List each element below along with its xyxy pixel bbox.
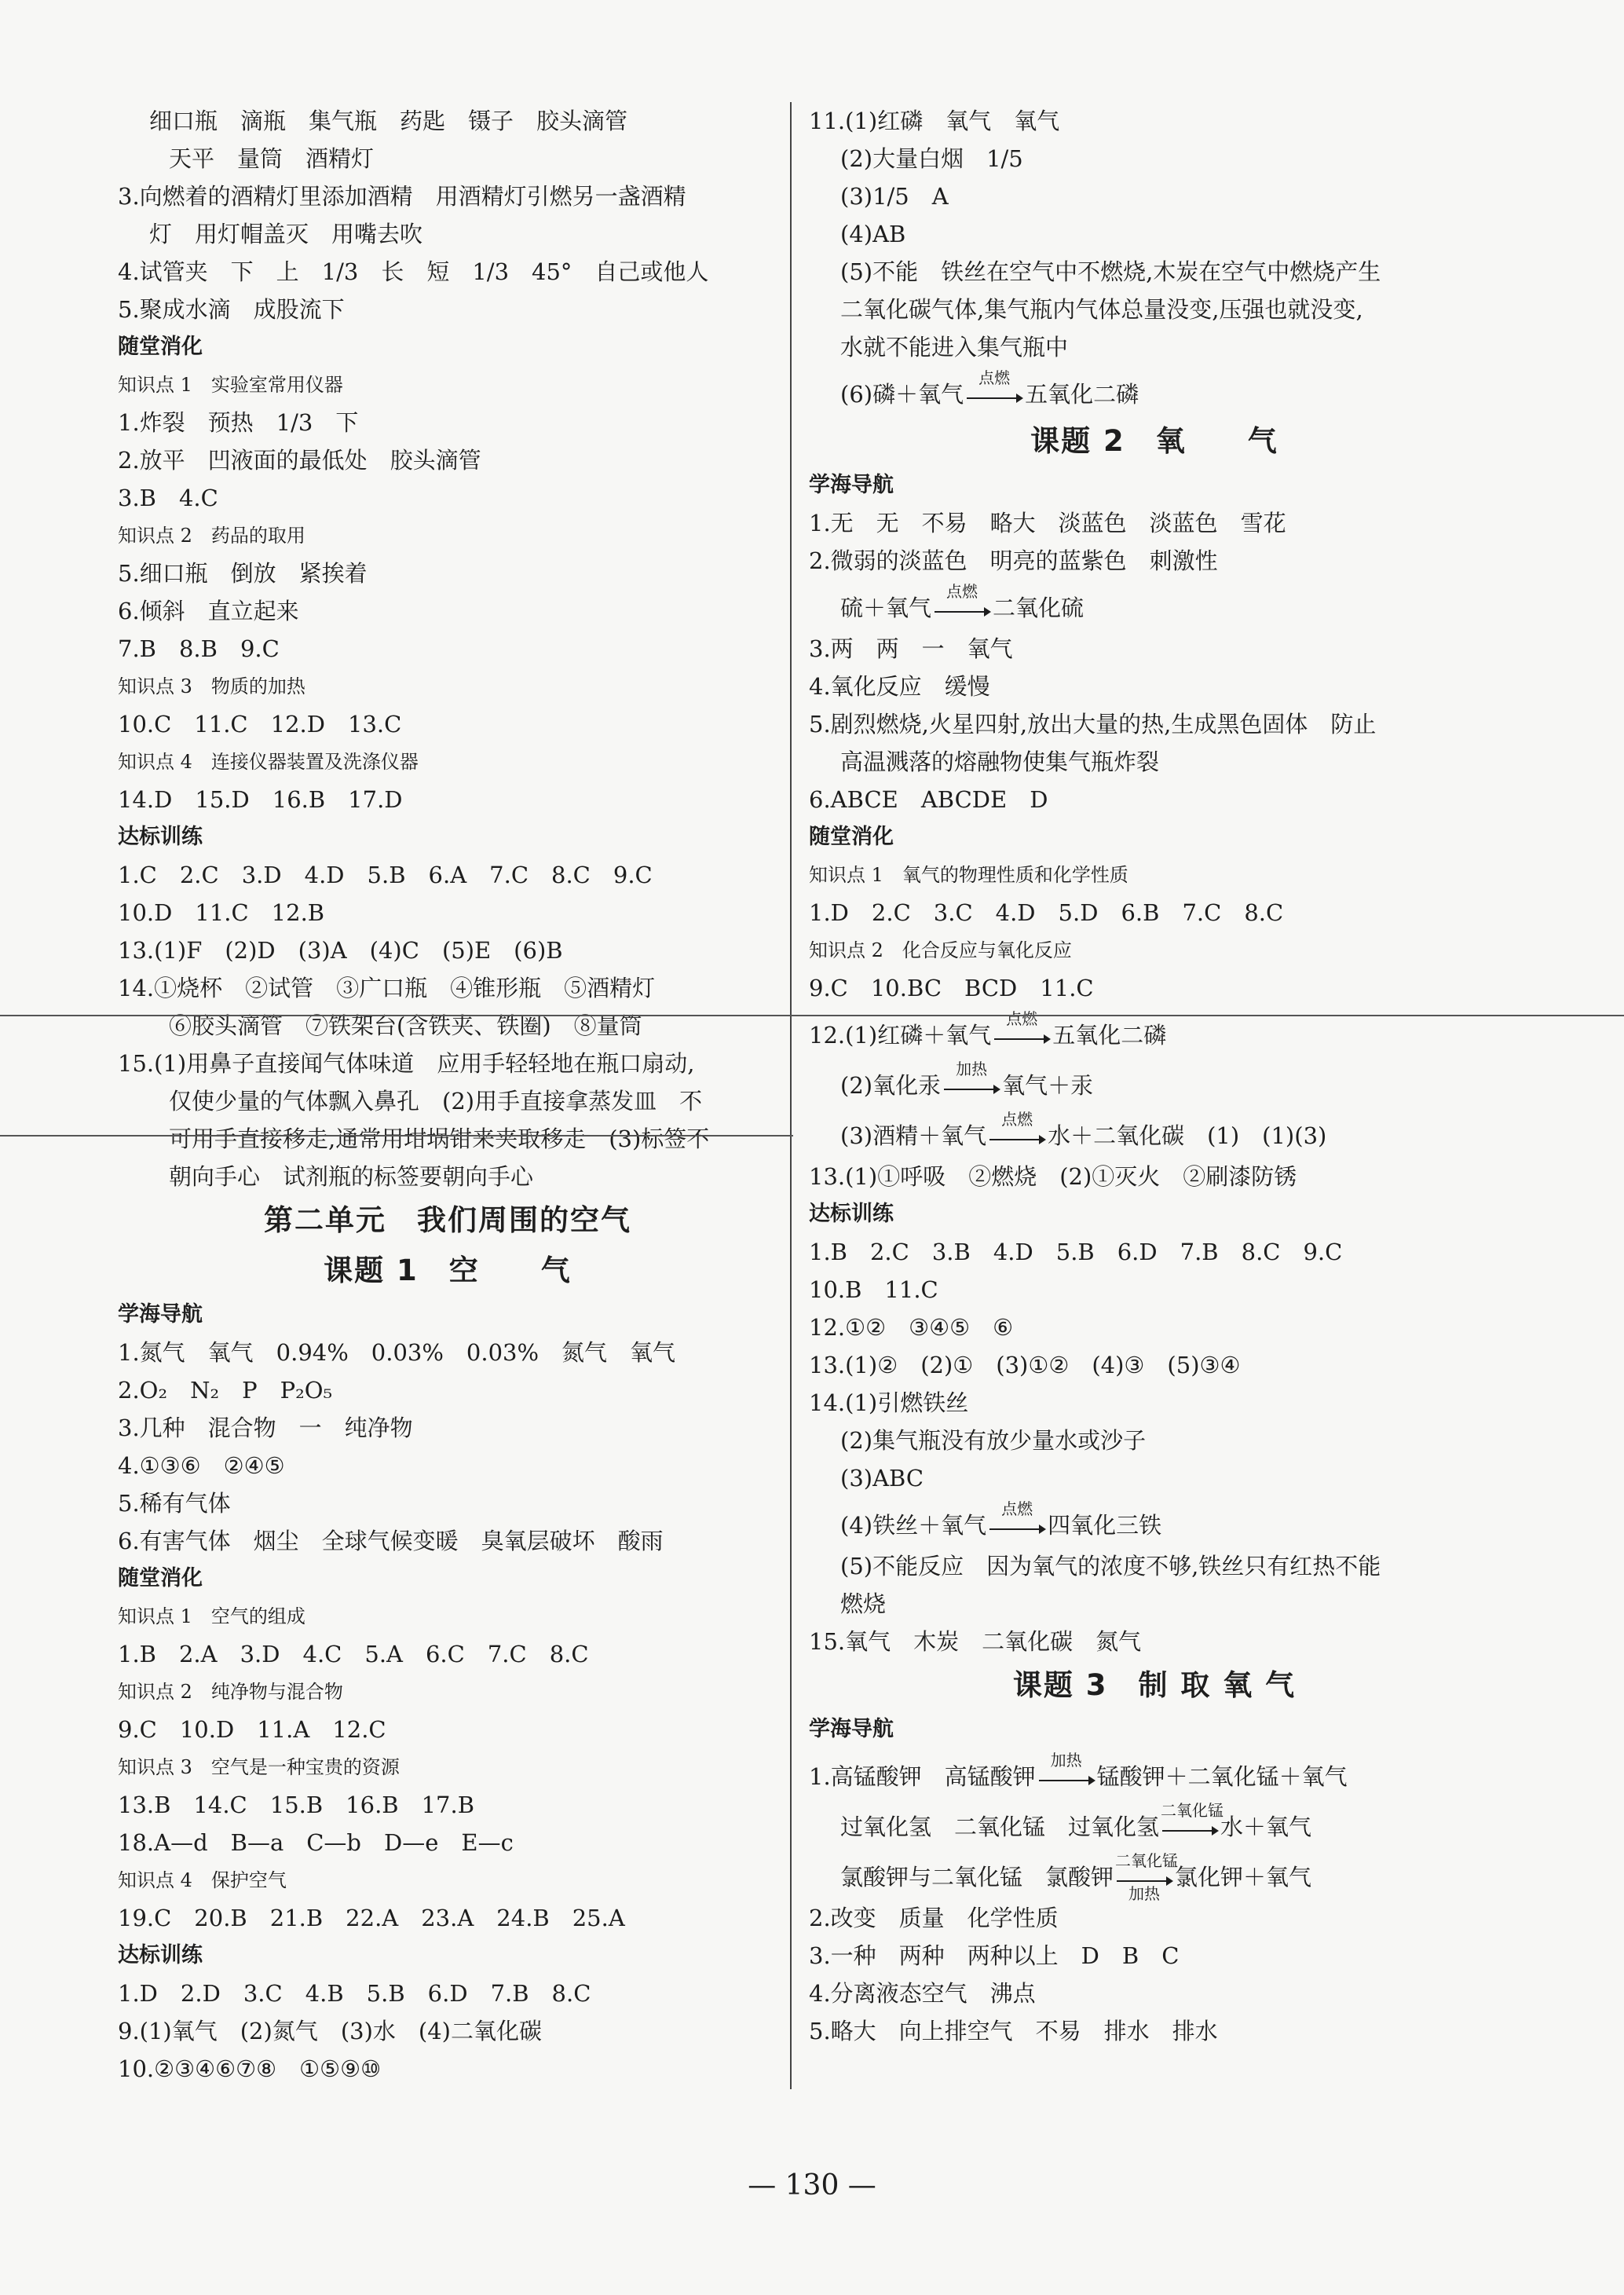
knowledge-point-label: 知识点 1 氧气的物理性质和化学性质: [809, 864, 1128, 886]
answer-line: 1.D 2.C 3.C 4.D 5.D 6.B 7.C 8.C: [809, 899, 1284, 926]
answer-line: ⑥胶头滴管 ⑦铁架台(含铁夹、铁圈) ⑧量筒: [169, 1012, 642, 1039]
answer-line: 14.D 15.D 16.B 17.D: [118, 786, 403, 813]
equation-products: 五氧化二磷: [1052, 1022, 1167, 1049]
knowledge-point-label: 知识点 2 药品的取用: [118, 525, 305, 547]
fold-line: [0, 1135, 793, 1137]
equation-reactants: (3)酒精＋氧气: [840, 1122, 987, 1149]
answer-line: 1.C 2.C 3.D 4.D 5.B 6.A 7.C 8.C 9.C: [118, 862, 653, 888]
answer-line: 3.两 两 一 氧气: [809, 635, 1013, 662]
equation-line: [809, 1497, 1500, 1547]
answer-line: 9.(1)氧气 (2)氮气 (3)水 (4)二氧化碳: [118, 2018, 542, 2044]
knowledge-point-label: 知识点 4 保护空气: [118, 1869, 287, 1891]
answer-line: (3)1/5 A: [840, 183, 949, 210]
reaction-condition: 加热: [1050, 1751, 1082, 1770]
answer-line: 2.改变 质量 化学性质: [809, 1905, 1059, 1931]
equation-products: 水＋氧气: [1220, 1814, 1312, 1840]
answer-line: 11.(1)红磷 氧气 氧气: [809, 108, 1060, 134]
knowledge-point-label: 知识点 3 物质的加热: [118, 675, 305, 697]
section-heading: 达标训练: [118, 825, 203, 849]
answer-line: 仅使少量的气体飘入鼻孔 (2)用手直接拿蒸发皿 不: [169, 1088, 703, 1115]
answer-line: 10.②③④⑥⑦⑧ ①⑤⑨⑩: [118, 2055, 382, 2082]
answer-line: 1.D 2.D 3.C 4.B 5.B 6.D 7.B 8.C: [118, 1980, 591, 2007]
answer-line: 1.无 无 不易 略大 淡蓝色 淡蓝色 雪花: [809, 510, 1286, 536]
equation-products: 氯化钾＋氧气: [1175, 1864, 1312, 1891]
equation-products: 锰酸钾＋二氧化锰＋氧气: [1096, 1763, 1348, 1790]
knowledge-point-label: 知识点 3 空气是一种宝贵的资源: [118, 1756, 400, 1778]
reaction-arrow: [1115, 1851, 1179, 1903]
answer-line: 5.略大 向上排空气 不易 排水 排水: [809, 2018, 1218, 2044]
answer-line: (5)不能反应 因为氧气的浓度不够,铁丝只有红热不能: [840, 1553, 1381, 1579]
equation-products: 二氧化硫: [993, 595, 1084, 621]
reaction-arrow: [933, 582, 991, 619]
equation-line: [809, 366, 1500, 416]
equation-line: [809, 1799, 1500, 1849]
answer-line: 13.(1)F (2)D (3)A (4)C (5)E (6)B: [118, 937, 563, 964]
section-title: 课题 2 氧 气: [1030, 424, 1278, 458]
answer-line: 2.放平 凹液面的最低处 胶头滴管: [118, 447, 481, 474]
reaction-condition: 点燃: [946, 582, 978, 601]
answer-line: 3.向燃着的酒精灯里添加酒精 用酒精灯引燃另一盏酒精: [118, 183, 686, 210]
equation-products: 五氧化二磷: [1025, 381, 1139, 408]
answer-line: 3.一种 两种 两种以上 D B C: [809, 1942, 1180, 1969]
answer-line: 6.倾斜 直立起来: [118, 598, 299, 624]
knowledge-point-label: 知识点 4 连接仪器装置及洗涤仪器: [118, 751, 419, 773]
equation-products: 四氧化三铁: [1048, 1512, 1162, 1539]
answer-line: 15.氧气 木炭 二氧化碳 氮气: [809, 1628, 1142, 1655]
reaction-condition-below: 加热: [1128, 1884, 1161, 1903]
section-heading: 随堂消化: [118, 1566, 203, 1590]
answer-line: 14.①烧杯 ②试管 ③广口瓶 ④锥形瓶 ⑤酒精灯: [118, 975, 656, 1001]
answer-line: 1.炸裂 预热 1/3 下: [118, 409, 359, 436]
equation-line: [809, 1849, 1500, 1903]
answer-line: 3.B 4.C: [118, 485, 218, 511]
section-title: 课题 3 制 取 氧 气: [1012, 1668, 1297, 1702]
reaction-condition: 加热: [956, 1060, 988, 1078]
answer-line: 13.(1)①呼吸 ②燃烧 (2)①灭火 ②刷漆防锈: [809, 1163, 1297, 1190]
answer-line: 5.稀有气体: [118, 1490, 231, 1517]
reaction-condition: 二氧化锰: [1161, 1801, 1224, 1820]
reaction-arrow: [993, 1009, 1051, 1046]
answer-line: 10.B 11.C: [809, 1276, 938, 1303]
reaction-condition: 点燃: [1001, 1110, 1033, 1129]
answer-line: 13.B 14.C 15.B 16.B 17.B: [118, 1792, 475, 1818]
reaction-arrow: [1037, 1751, 1095, 1788]
answer-line: (5)不能 铁丝在空气中不燃烧,木炭在空气中燃烧产生: [840, 258, 1381, 285]
equation-line: [809, 1057, 1500, 1107]
equation-line: [809, 580, 1500, 630]
answer-line: 9.C 10.D 11.A 12.C: [118, 1716, 386, 1743]
equation-line: [809, 1748, 1500, 1799]
right-column: [809, 102, 1500, 2050]
section-heading: 学海导航: [809, 1717, 894, 1741]
equation-reactants: (2)氧化汞: [840, 1072, 942, 1099]
section-title: 第二单元 我们周围的空气: [264, 1203, 631, 1237]
answer-line: 灯 用灯帽盖灭 用嘴去吹: [149, 221, 423, 247]
answer-line: 1.B 2.A 3.D 4.C 5.A 6.C 7.C 8.C: [118, 1641, 589, 1667]
reaction-condition: 点燃: [1001, 1499, 1033, 1518]
answer-line: 3.几种 混合物 一 纯净物: [118, 1415, 413, 1441]
answer-line: (2)集气瓶没有放少量水或沙子: [840, 1427, 1147, 1454]
page-number: — 130 —: [748, 2169, 876, 2202]
answer-line: 朝向手心 试剂瓶的标签要朝向手心: [169, 1163, 534, 1190]
section-heading: 随堂消化: [118, 335, 203, 359]
knowledge-point-label: 知识点 2 化合反应与氧化反应: [809, 939, 1072, 961]
answer-line: (2)大量白烟 1/5: [840, 145, 1023, 172]
answer-line: 15.(1)用鼻子直接闻气体味道 应用手轻轻地在瓶口扇动,: [118, 1050, 695, 1077]
equation-reactants: 硫＋氧气: [840, 595, 932, 621]
answer-line: 5.剧烈燃烧,火星四射,放出大量的热,生成黑色固体 防止: [809, 711, 1377, 738]
answer-line: 18.A—d B—a C—b D—e E—c: [118, 1829, 514, 1856]
equation-reactants: 1.高锰酸钾 高锰酸钾: [809, 1763, 1036, 1790]
reaction-arrow: [988, 1110, 1046, 1147]
answer-line: 水就不能进入集气瓶中: [840, 334, 1069, 361]
answer-line: (3)ABC: [840, 1465, 924, 1492]
answer-line: 4.氧化反应 缓慢: [809, 673, 990, 700]
reaction-arrow: [1161, 1801, 1224, 1838]
equation-reactants: 12.(1)红磷＋氧气: [809, 1022, 992, 1049]
reaction-arrow: [942, 1060, 1000, 1096]
answer-line: 14.(1)引燃铁丝: [809, 1389, 969, 1416]
section-heading: 达标训练: [809, 1202, 894, 1226]
answer-line: 4.分离液态空气 沸点: [809, 1980, 1036, 2007]
answer-line: 9.C 10.BC BCD 11.C: [809, 975, 1094, 1001]
answer-line: 可用手直接移走,通常用坩埚钳来夹取移走 (3)标签不: [169, 1126, 710, 1152]
fold-line: [0, 1015, 1624, 1016]
equation-products: 氧气＋汞: [1002, 1072, 1094, 1099]
reaction-condition: 点燃: [978, 368, 1011, 387]
knowledge-point-label: 知识点 1 空气的组成: [118, 1605, 305, 1627]
equation-products: 水＋二氧化碳 (1) (1)(3): [1048, 1122, 1327, 1149]
answer-line: 19.C 20.B 21.B 22.A 23.A 24.B 25.A: [118, 1905, 625, 1931]
answer-line: 2.O₂ N₂ P P₂O₅: [118, 1377, 333, 1404]
answer-line: 7.B 8.B 9.C: [118, 635, 280, 662]
answer-line: (4)AB: [840, 221, 906, 247]
answer-line: 10.D 11.C 12.B: [118, 899, 325, 926]
answer-line: 天平 量筒 酒精灯: [169, 145, 375, 172]
answer-line: 6.ABCE ABCDE D: [809, 786, 1048, 813]
column-divider: [790, 102, 792, 2089]
reaction-arrow: [965, 368, 1023, 405]
section-heading: 学海导航: [809, 473, 894, 497]
equation-reactants: (4)铁丝＋氧气: [840, 1512, 987, 1539]
reaction-condition: 二氧化锰: [1115, 1851, 1179, 1870]
knowledge-point-label: 知识点 1 实验室常用仪器: [118, 374, 343, 396]
answer-line: 4.①③⑥ ②④⑤: [118, 1452, 285, 1479]
answer-line: 4.试管夹 下 上 1/3 长 短 1/3 45° 自己或他人: [118, 258, 709, 285]
knowledge-point-label: 知识点 2 纯净物与混合物: [118, 1681, 343, 1703]
answer-line: 高温溅落的熔融物使集气瓶炸裂: [840, 749, 1160, 775]
reaction-condition: 点燃: [1006, 1009, 1038, 1028]
answer-line: 5.细口瓶 倒放 紧挨着: [118, 560, 368, 587]
answer-line: 5.聚成水滴 成股流下: [118, 296, 345, 323]
answer-line: 6.有害气体 烟尘 全球气候变暖 臭氧层破坏 酸雨: [118, 1528, 664, 1554]
equation-line: [809, 1107, 1500, 1158]
reaction-arrow: [988, 1499, 1046, 1536]
answer-line: 13.(1)② (2)① (3)①② (4)③ (5)③④: [809, 1352, 1241, 1378]
left-column: [118, 102, 777, 2088]
answer-line: 二氧化碳气体,集气瓶内气体总量没变,压强也就没变,: [840, 296, 1363, 323]
section-heading: 达标训练: [118, 1943, 203, 1967]
answer-line: 1.B 2.C 3.B 4.D 5.B 6.D 7.B 8.C 9.C: [809, 1239, 1343, 1265]
answer-line: 1.氮气 氧气 0.94% 0.03% 0.03% 氮气 氧气: [118, 1339, 676, 1366]
answer-line: 12.①② ③④⑤ ⑥: [809, 1314, 1014, 1341]
answer-line: 细口瓶 滴瓶 集气瓶 药匙 镊子 胶头滴管: [149, 108, 628, 134]
answer-line: 2.微弱的淡蓝色 明亮的蓝紫色 刺激性: [809, 547, 1218, 574]
equation-reactants: 氯酸钾与二氧化锰 氯酸钾: [840, 1864, 1114, 1891]
answer-line: 燃烧: [840, 1590, 887, 1617]
equation-reactants: 过氧化氢 二氧化锰 过氧化氢: [840, 1814, 1160, 1840]
section-heading: 随堂消化: [809, 825, 894, 849]
section-heading: 学海导航: [118, 1302, 203, 1327]
equation-reactants: (6)磷＋氧气: [840, 381, 964, 408]
answer-line: 10.C 11.C 12.D 13.C: [118, 711, 402, 738]
section-title: 课题 1 空 气: [324, 1254, 572, 1287]
